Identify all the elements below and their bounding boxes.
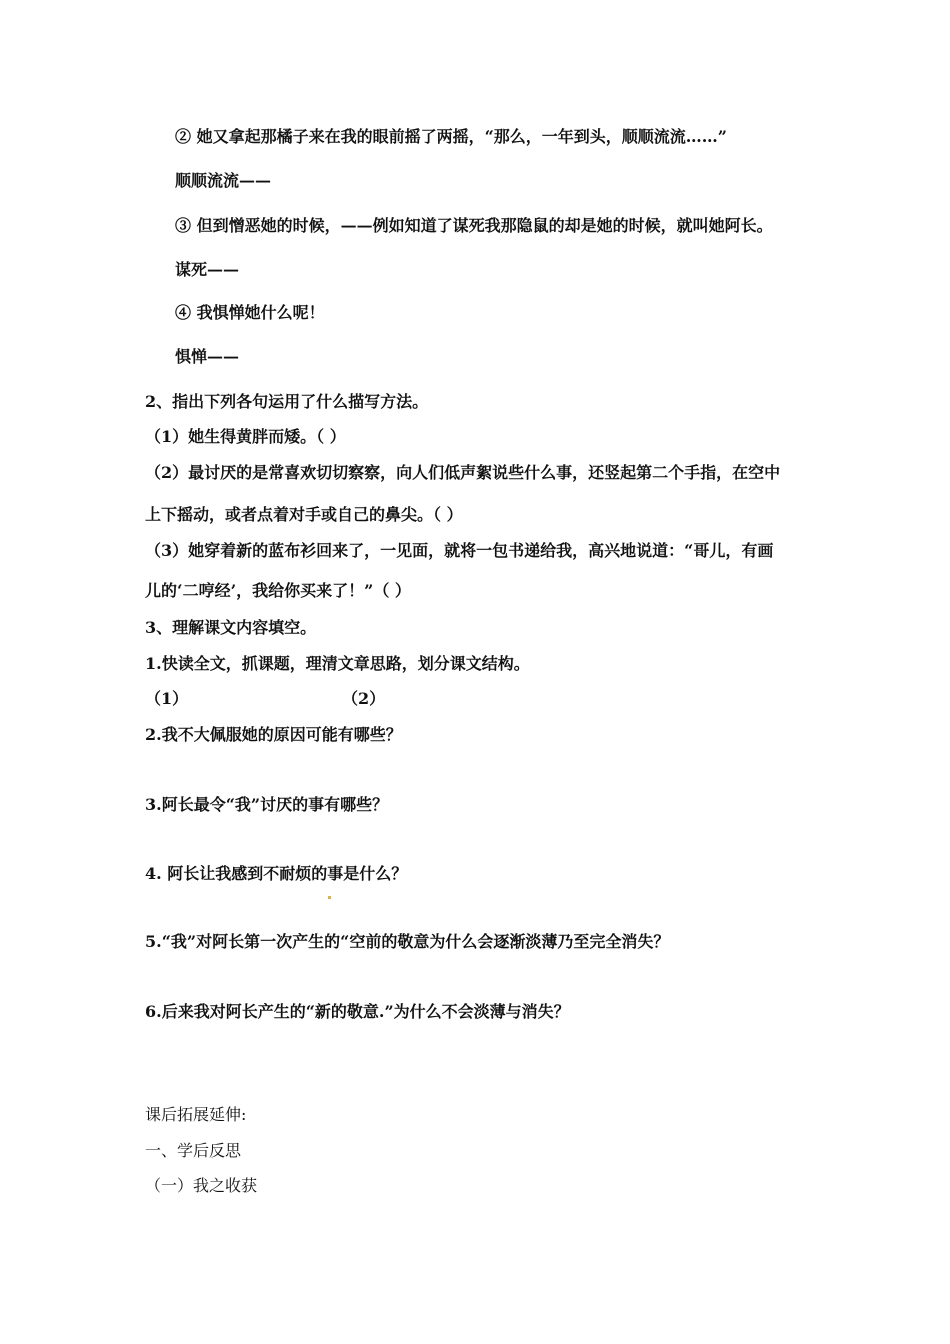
q2-sentence-2-line-1: （2）最讨厌的是常喜欢切切察察，向人们低声絮说些什么事，还竖起第二个手指，在空中 <box>145 463 781 482</box>
q2-sentence-3-line-1: （3）她穿着新的蓝布衫回来了，一见面，就将一包书递给我，高兴地说道：“哥儿，有画 <box>145 541 774 560</box>
stray-dot <box>328 896 331 899</box>
vocab-item-4-sentence: ④ 我惧惮她什么呢！ <box>175 303 325 322</box>
vocab-item-3-word: 谋死—— <box>175 260 240 279</box>
q3-prompt-1-part-b: （2） <box>342 689 386 708</box>
vocab-item-3-sentence: ③ 但到憎恶她的时候，——例如知道了谋死我那隐鼠的却是她的时候，就叫她阿长。 <box>175 216 773 235</box>
q3-prompt-3: 3.阿长最令“我”讨厌的事有哪些？ <box>145 795 389 814</box>
after-class-heading: 课后拓展延伸: <box>145 1105 247 1124</box>
vocab-item-2-word: 顺顺流流—— <box>175 171 272 190</box>
q3-prompt-1: 1.快读全文，抓课题，理清文章思路，划分课文结构。 <box>145 654 530 673</box>
vocab-item-2-sentence: ② 她又拿起那橘子来在我的眼前摇了两摇，“那么，一年到头，顺顺流流……” <box>175 127 727 146</box>
vocab-item-4-word: 惧惮—— <box>175 347 240 366</box>
after-class-section-1: 一、学后反思 <box>145 1141 242 1160</box>
q3-prompt-2: 2.我不大佩服她的原因可能有哪些？ <box>145 725 402 744</box>
q2-sentence-3-line-2: 儿的‘二哼经’，我给你买来了！”（ ） <box>145 581 411 600</box>
q3-prompt-6: 6.后来我对阿长产生的“新的敬意.”为什么不会淡薄与消失？ <box>145 1002 570 1021</box>
q2-title: 2、指出下列各句运用了什么描写方法。 <box>145 392 429 411</box>
q3-title: 3、理解课文内容填空。 <box>145 618 317 637</box>
after-class-subsection-1: （一）我之收获 <box>145 1176 258 1195</box>
q3-prompt-1-part-a: （1） <box>145 689 189 708</box>
q2-sentence-2-line-2: 上下摇动，或者点着对手或自己的鼻尖。（ ） <box>145 505 463 524</box>
q2-sentence-1: （1）她生得黄胖而矮。（ ） <box>145 427 346 446</box>
q3-prompt-4: 4. 阿长让我感到不耐烦的事是什么？ <box>145 864 408 883</box>
q3-prompt-5: 5.“我”对阿长第一次产生的“空前的敬意为什么会逐渐淡薄乃至完全消失？ <box>145 932 670 951</box>
